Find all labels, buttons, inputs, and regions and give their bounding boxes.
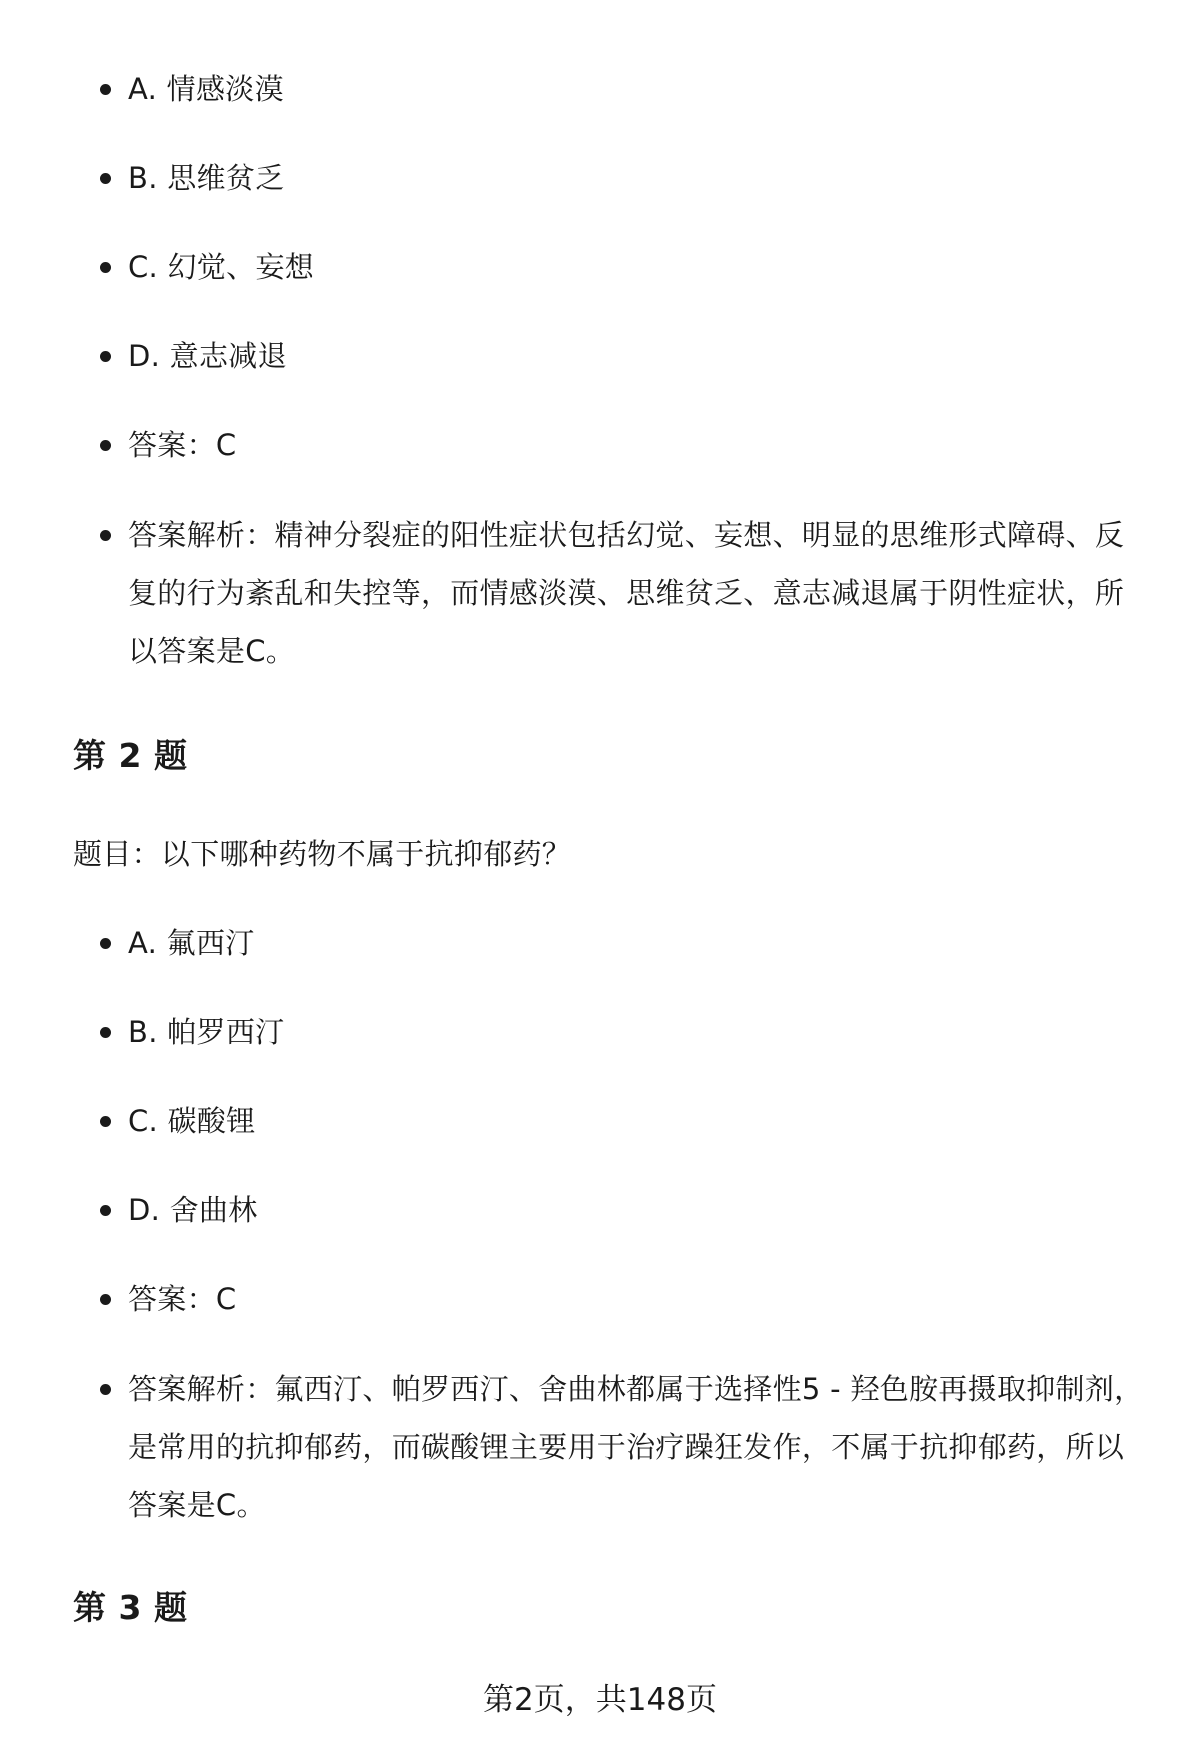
q1-answer: 答案：C bbox=[128, 416, 1148, 474]
q2-heading: 第 2 题 bbox=[73, 736, 188, 775]
q2-explanation: 答案解析：氟西汀、帕罗西汀、舍曲林都属于选择性5 - 羟色胺再摄取抑制剂，是常用的抗抑郁药，而碳酸锂主要用于治疗躁狂发作，不属于抗抑郁药，所以答案是C。 bbox=[128, 1360, 1148, 1534]
q1-option-b: B. 思维贫乏 bbox=[128, 149, 1148, 207]
q1-explanation: 答案解析：精神分裂症的阳性症状包括幻觉、妄想、明显的思维形式障碍、反复的行为紊乱和失控等，而情感淡漠、思维贫乏、意志减退属于阴性症状，所以答案是C。 bbox=[128, 506, 1148, 680]
q2-option-d: D. 舍曲林 bbox=[128, 1181, 1148, 1239]
q1-option-d: D. 意志减退 bbox=[128, 327, 1148, 385]
page-footer: 第2页，共148页 bbox=[483, 1682, 717, 1718]
q2-question: 题目：以下哪种药物不属于抗抑郁药？ bbox=[73, 837, 572, 871]
q3-heading: 第 3 题 bbox=[73, 1588, 188, 1627]
q2-option-c: C. 碳酸锂 bbox=[128, 1092, 1148, 1150]
q2-option-a: A. 氟西汀 bbox=[128, 914, 1148, 972]
q2-answer: 答案：C bbox=[128, 1270, 1148, 1328]
q1-option-a: A. 情感淡漠 bbox=[128, 60, 1148, 118]
q2-option-b: B. 帕罗西汀 bbox=[128, 1003, 1148, 1061]
q1-option-c: C. 幻觉、妄想 bbox=[128, 238, 1148, 296]
